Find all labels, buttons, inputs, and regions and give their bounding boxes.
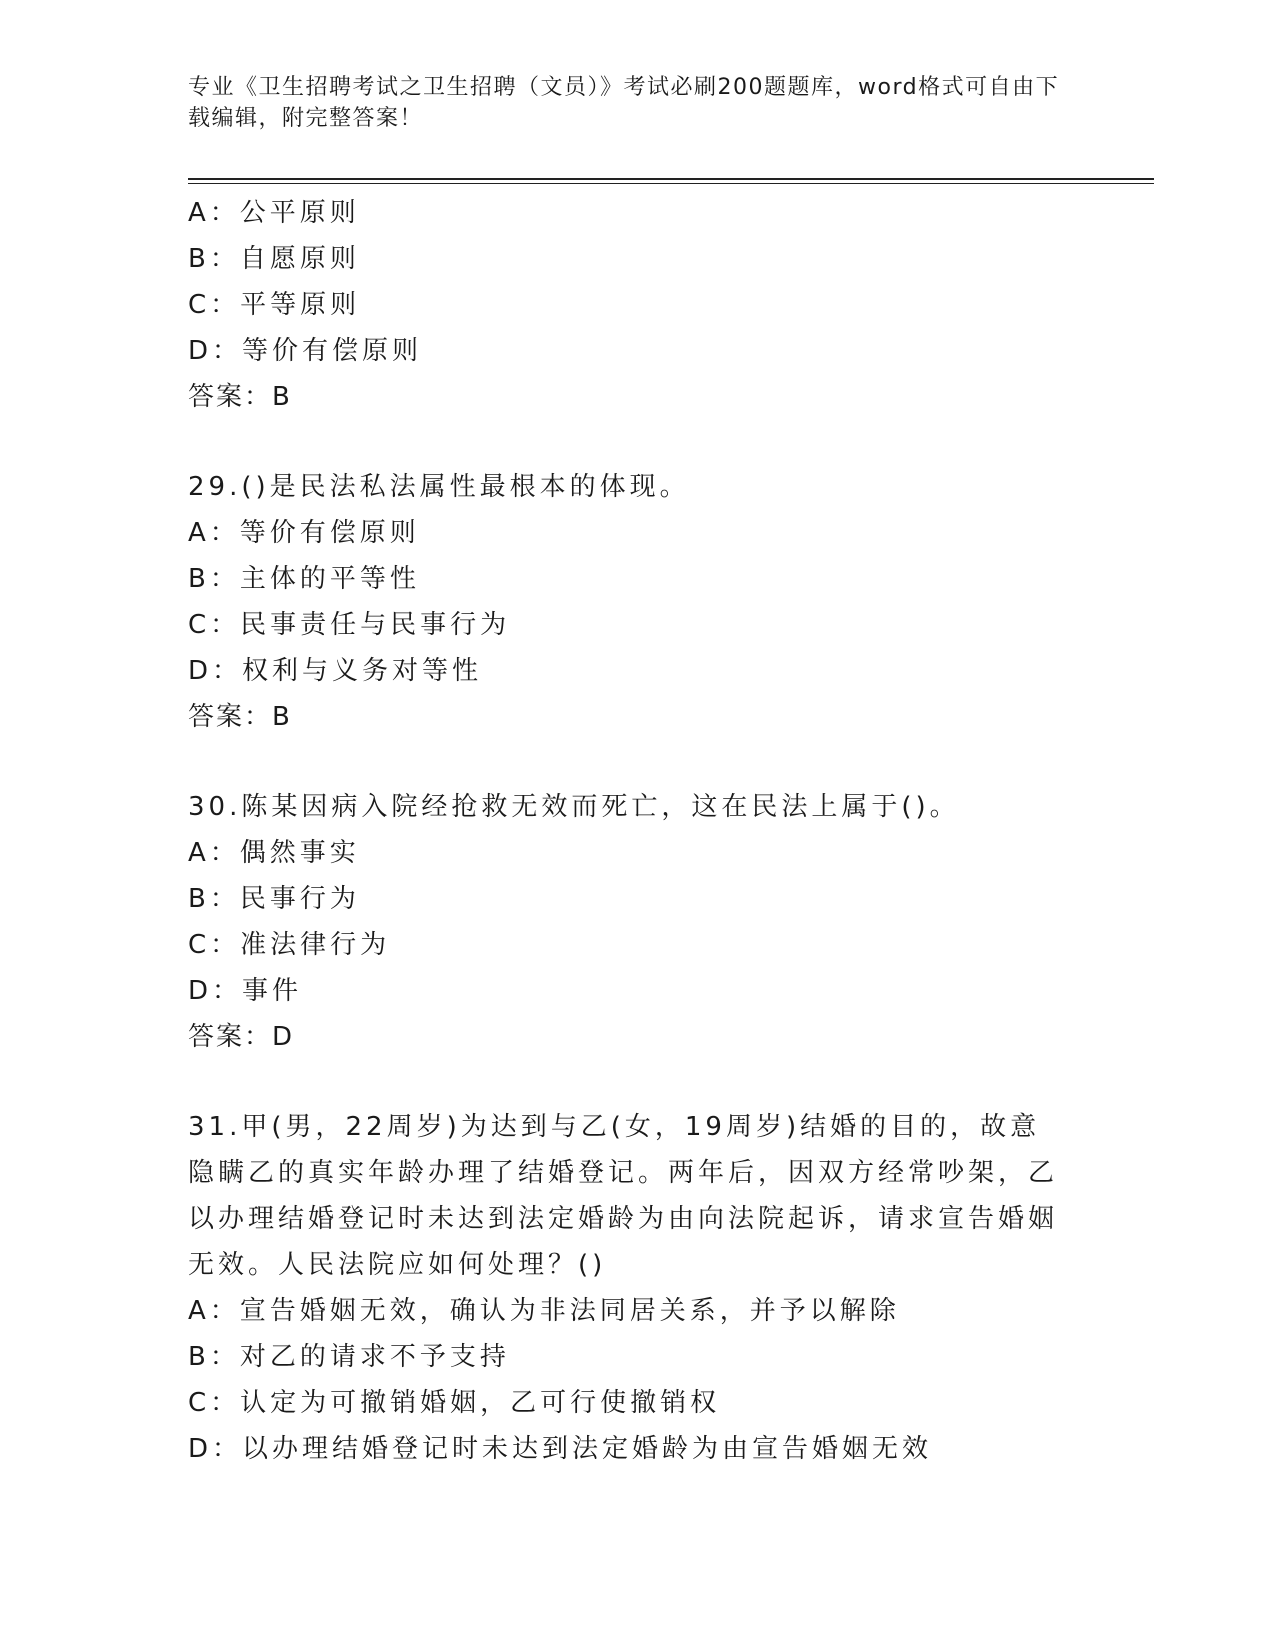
header-divider xyxy=(188,178,1154,180)
option-a: A：等价有偿原则 xyxy=(188,518,420,548)
question-text: 30.陈某因病入院经抢救无效而死亡，这在民法上属于()。 xyxy=(188,792,960,822)
header-divider-thin xyxy=(188,183,1154,184)
option-b: B：对乙的请求不予支持 xyxy=(188,1342,510,1372)
option-d: D：以办理结婚登记时未达到法定婚龄为由宣告婚姻无效 xyxy=(188,1434,933,1464)
option-c: C：认定为可撤销婚姻，乙可行使撤销权 xyxy=(188,1388,721,1418)
question-block-31 xyxy=(188,1104,1068,1472)
question-list xyxy=(188,190,1068,1472)
option-b: B：民事行为 xyxy=(188,884,360,914)
option-b: B：主体的平等性 xyxy=(188,564,420,594)
answer-text: 答案：B xyxy=(188,702,292,732)
option-c: C：平等原则 xyxy=(188,290,361,320)
spacer xyxy=(188,740,1068,784)
option-c: C：准法律行为 xyxy=(188,930,391,960)
answer-text: 答案：B xyxy=(188,382,292,412)
option-a: A：宣告婚姻无效，确认为非法同居关系，并予以解除 xyxy=(188,1296,900,1326)
option-d: D：权利与义务对等性 xyxy=(188,656,483,686)
option-a: A：偶然事实 xyxy=(188,838,360,868)
spacer xyxy=(188,1060,1068,1104)
option-d: D：等价有偿原则 xyxy=(188,336,423,366)
question-block-30 xyxy=(188,784,1068,1060)
question-block-28 xyxy=(188,190,1068,420)
option-a: A：公平原则 xyxy=(188,198,360,228)
document-header: 专业《卫生招聘考试之卫生招聘（文员）》考试必刷200题题库，word格式可自由下载编辑，附完整答案！ xyxy=(188,75,1060,131)
question-text: 29.()是民法私法属性最根本的体现。 xyxy=(188,472,690,502)
option-c: C：民事责任与民事行为 xyxy=(188,610,511,640)
answer-text: 答案：D xyxy=(188,1022,295,1052)
option-d: D：事件 xyxy=(188,976,303,1006)
question-block-29 xyxy=(188,464,1068,740)
option-b: B：自愿原则 xyxy=(188,244,360,274)
question-text: 31.甲(男，22周岁)为达到与乙(女，19周岁)结婚的目的，故意隐瞒乙的真实年龄办理了结婚登记。两年后，因双方经常吵架，乙以办理结婚登记时未达到法定婚龄为由向法院起诉，请求宣告婚姻无效。人民法院应如何处理？() xyxy=(188,1112,1059,1280)
spacer xyxy=(188,420,1068,464)
